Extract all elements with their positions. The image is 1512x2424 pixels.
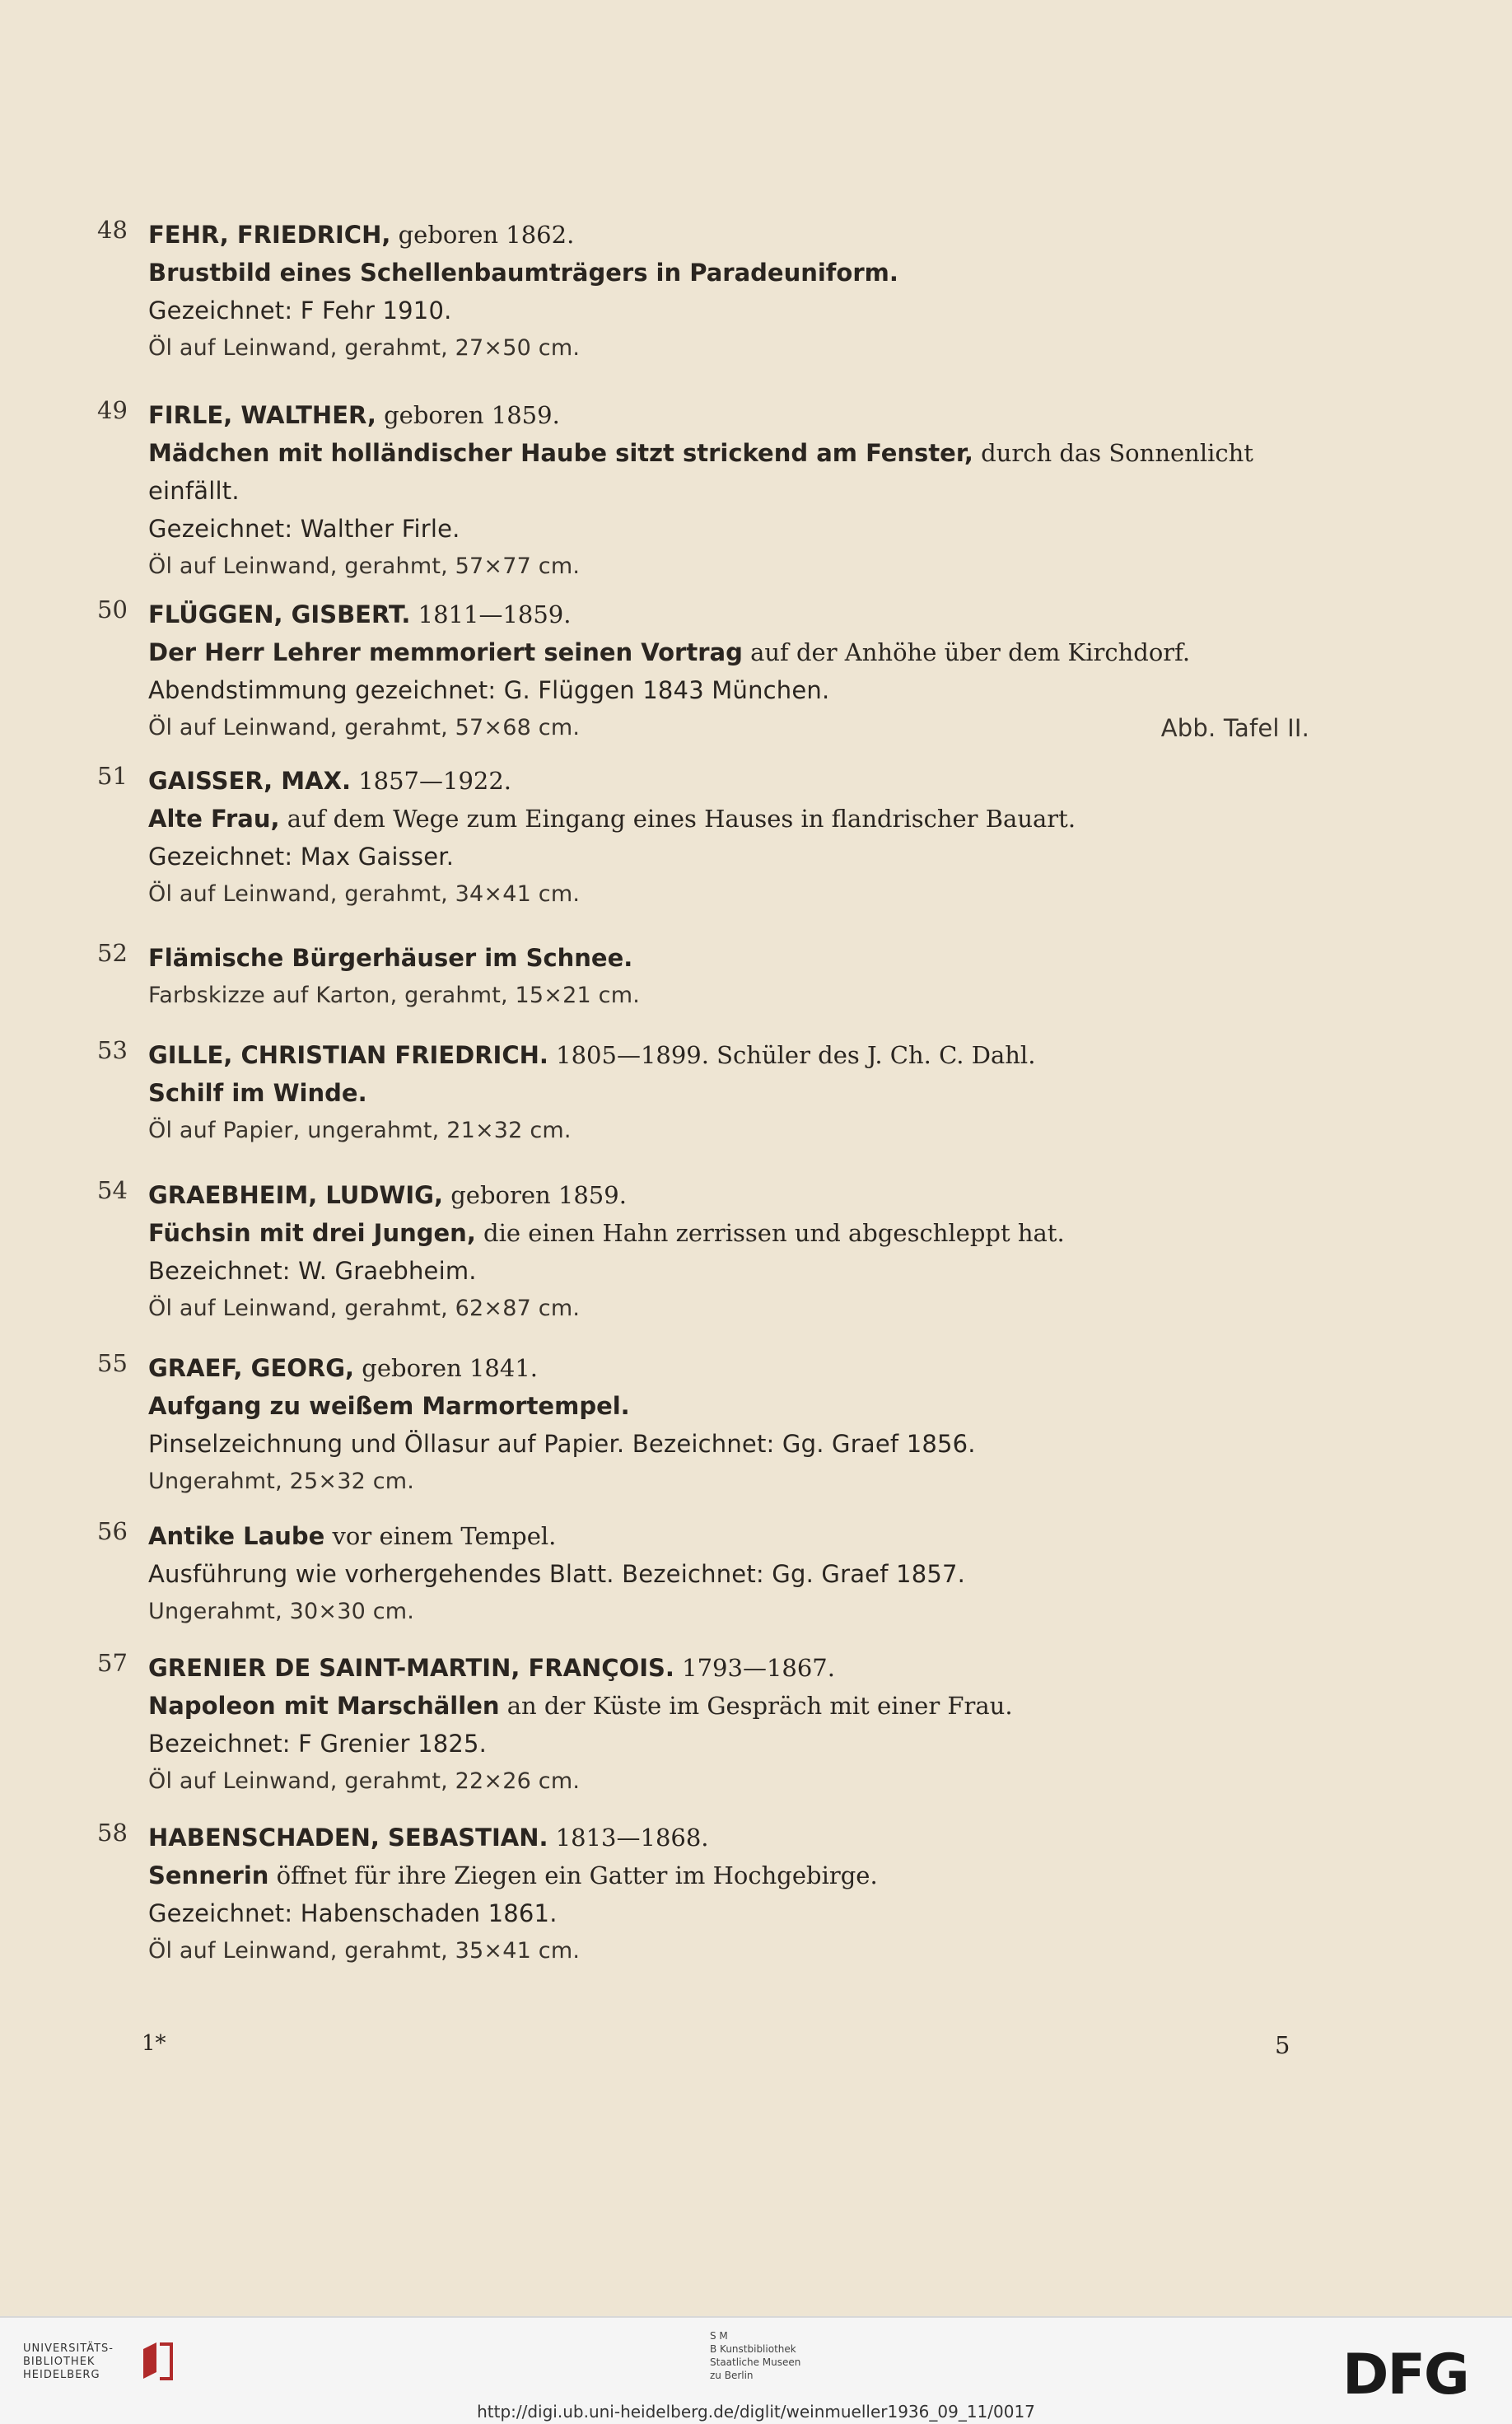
entry-heading-line [148, 939, 1301, 977]
entry-heading-line [148, 1819, 1301, 1857]
entry-bold-text: HABENSCHADEN, SEBASTIAN. [148, 1824, 548, 1852]
museum-label[interactable]: S M B Kunstbibliothek Staatliche Museen zu Berlin [710, 2330, 801, 2381]
entry-bold-text: Aufgang zu weißem Marmortempel. [148, 1392, 630, 1420]
entry-heading-line [148, 216, 1301, 254]
catalog-entry [97, 762, 1301, 913]
university-library-label[interactable]: UNIVERSITÄTS- BIBLIOTHEK HEIDELBERG [23, 2342, 114, 2381]
university-logo-icon[interactable] [138, 2339, 176, 2385]
entry-rest-text: geboren 1859. [443, 1181, 627, 1209]
entry-heading-line [148, 1687, 1301, 1725]
entry-detail-line: Öl auf Leinwand, gerahmt, 62×87 cm. [148, 1296, 581, 1321]
entry-heading-line [148, 1214, 1301, 1252]
catalog-entry [97, 1036, 1301, 1150]
entry-heading-line [148, 1387, 1301, 1425]
entry-number: 51 [97, 762, 128, 790]
entry-rest-text: 1813—1868. [548, 1824, 709, 1852]
entry-detail-line: Ungerahmt, 25×32 cm. [148, 1469, 415, 1494]
entry-detail-line: Pinselzeichnung und Öllasur auf Papier. Bezeichnet: Gg. Graef 1856. [148, 1430, 976, 1458]
entry-heading-line [148, 1517, 1301, 1555]
entry-heading-line [148, 1349, 1301, 1387]
entry-heading-line [148, 1074, 1301, 1112]
entry-bold-text: FEHR, FRIEDRICH, [148, 221, 391, 249]
entry-rest-text: die einen Hahn zerrissen und abgeschleppt hat. [475, 1219, 1065, 1247]
entry-detail-line: einfällt. [148, 477, 240, 505]
entry-detail-line: Öl auf Leinwand, gerahmt, 34×41 cm. [148, 881, 581, 907]
entry-bold-text: FLÜGGEN, GISBERT. [148, 600, 411, 628]
entry-rest-text: 1857—1922. [350, 767, 512, 795]
source-url-link[interactable]: http://digi.ub.uni-heidelberg.de/diglit/weinmueller1936_09_11/0017 [477, 2402, 1035, 2422]
entry-rest-text: 1811—1859. [410, 600, 572, 628]
entry-bold-text: Der Herr Lehrer memmoriert seinen Vortrag [148, 638, 743, 666]
entry-heading-line [148, 595, 1301, 633]
entry-detail-line: Ausführung wie vorhergehendes Blatt. Bezeichnet: Gg. Graef 1857. [148, 1560, 966, 1588]
signature-mark: 1* [142, 2031, 166, 2056]
entry-detail-line: Gezeichnet: Max Gaisser. [148, 843, 455, 871]
entry-detail-line: Gezeichnet: Habenschaden 1861. [148, 1899, 558, 1927]
entry-rest-text: 1805—1899. Schüler des J. Ch. C. Dahl. [548, 1041, 1036, 1069]
catalog-entry [97, 1176, 1301, 1328]
entry-detail-line: Farbskizze auf Karton, gerahmt, 15×21 cm. [148, 983, 640, 1008]
dfg-logo[interactable]: DFG [1342, 2342, 1468, 2408]
entry-bold-text: Napoleon mit Marschällen [148, 1692, 500, 1720]
entry-bold-text: FIRLE, WALTHER, [148, 401, 376, 429]
catalog-entry [97, 1349, 1301, 1501]
catalog-entry [97, 1819, 1301, 1970]
plate-reference: Abb. Tafel II. [1160, 714, 1309, 742]
entry-detail-line: Gezeichnet: F Fehr 1910. [148, 297, 452, 325]
entry-number: 54 [97, 1176, 128, 1204]
entry-heading-line [148, 762, 1301, 800]
entry-heading-line [148, 800, 1301, 838]
entry-heading-line [148, 1036, 1301, 1074]
entry-bold-text: Flämische Bürgerhäuser im Schnee. [148, 944, 633, 972]
library-footer-strip [0, 2316, 1512, 2424]
entry-bold-text: Füchsin mit drei Jungen, [148, 1219, 476, 1247]
entry-rest-text: an der Küste im Gespräch mit einer Frau. [499, 1692, 1013, 1720]
page-number: 5 [1275, 2031, 1290, 2059]
entry-number: 49 [97, 396, 128, 424]
entry-rest-text: geboren 1862. [390, 221, 575, 249]
entry-detail-line: Bezeichnet: F Grenier 1825. [148, 1730, 488, 1758]
entry-number: 53 [97, 1036, 128, 1064]
entry-detail-line: Gezeichnet: Walther Firle. [148, 515, 460, 543]
entry-rest-text: auf dem Wege zum Eingang eines Hauses in flandrischer Bauart. [279, 805, 1076, 833]
entry-detail-line: Öl auf Leinwand, gerahmt, 22×26 cm. [148, 1768, 581, 1794]
entry-detail-line: Öl auf Leinwand, gerahmt, 35×41 cm. [148, 1938, 581, 1964]
entry-bold-text: GRAEF, GEORG, [148, 1354, 355, 1382]
catalog-entry [97, 1517, 1301, 1631]
entry-bold-text: Mädchen mit holländischer Haube sitzt strickend am Fenster, [148, 439, 973, 467]
entry-heading-line [148, 254, 1301, 292]
entry-heading-line [148, 1176, 1301, 1214]
entry-bold-text: Antike Laube [148, 1522, 325, 1550]
catalog-entry [97, 216, 1301, 367]
entry-detail-line: Öl auf Leinwand, gerahmt, 57×68 cm. Abb. Tafel II. [148, 709, 1301, 747]
catalog-entry [97, 396, 1301, 586]
entry-detail-line: Öl auf Leinwand, gerahmt, 27×50 cm. [148, 335, 581, 361]
entry-rest-text: 1793—1867. [674, 1654, 835, 1682]
entry-number: 57 [97, 1649, 128, 1677]
entry-bold-text: GAISSER, MAX. [148, 767, 351, 795]
entry-rest-text: durch das Sonnenlicht [973, 439, 1253, 467]
entry-heading-line [148, 633, 1301, 671]
entry-heading-line [148, 434, 1301, 472]
entry-number: 55 [97, 1349, 128, 1377]
entry-detail-line: Bezeichnet: W. Graebheim. [148, 1257, 477, 1285]
entry-bold-text: Sennerin [148, 1861, 269, 1889]
entry-bold-text: GILLE, CHRISTIAN FRIEDRICH. [148, 1041, 548, 1069]
entry-heading-line [148, 1649, 1301, 1687]
entry-rest-text: geboren 1841. [354, 1354, 538, 1382]
entry-bold-text: Schilf im Winde. [148, 1079, 367, 1107]
entry-number: 52 [97, 939, 128, 967]
entry-rest-text: vor einem Tempel. [324, 1522, 557, 1550]
entry-detail-line: Öl auf Leinwand, gerahmt, 57×77 cm. [148, 553, 581, 579]
entry-bold-text: GRAEBHEIM, LUDWIG, [148, 1181, 443, 1209]
entry-rest-text: auf der Anhöhe über dem Kirchdorf. [742, 638, 1191, 666]
entry-detail-line: Öl auf Papier, ungerahmt, 21×32 cm. [148, 1118, 572, 1143]
entry-number: 50 [97, 595, 128, 624]
entry-number: 58 [97, 1819, 128, 1847]
entry-bold-text: Alte Frau, [148, 805, 280, 833]
entry-rest-text: geboren 1859. [376, 401, 560, 429]
entry-heading-line [148, 396, 1301, 434]
catalog-entry [97, 939, 1301, 1015]
entry-bold-text: Brustbild eines Schellenbaumträgers in Paradeuniform. [148, 259, 898, 287]
entry-number: 48 [97, 216, 128, 244]
entry-bold-text: GRENIER DE SAINT-MARTIN, FRANÇOIS. [148, 1654, 674, 1682]
catalog-entry [97, 1649, 1301, 1800]
catalog-entry [97, 595, 1309, 747]
entry-rest-text: öffnet für ihre Ziegen ein Gatter im Hochgebirge. [268, 1861, 878, 1889]
entry-detail-line: Abendstimmung gezeichnet: G. Flüggen 1843 München. [148, 676, 830, 704]
entry-detail-line: Ungerahmt, 30×30 cm. [148, 1599, 415, 1624]
entry-number: 56 [97, 1517, 128, 1545]
entry-heading-line [148, 1857, 1301, 1894]
